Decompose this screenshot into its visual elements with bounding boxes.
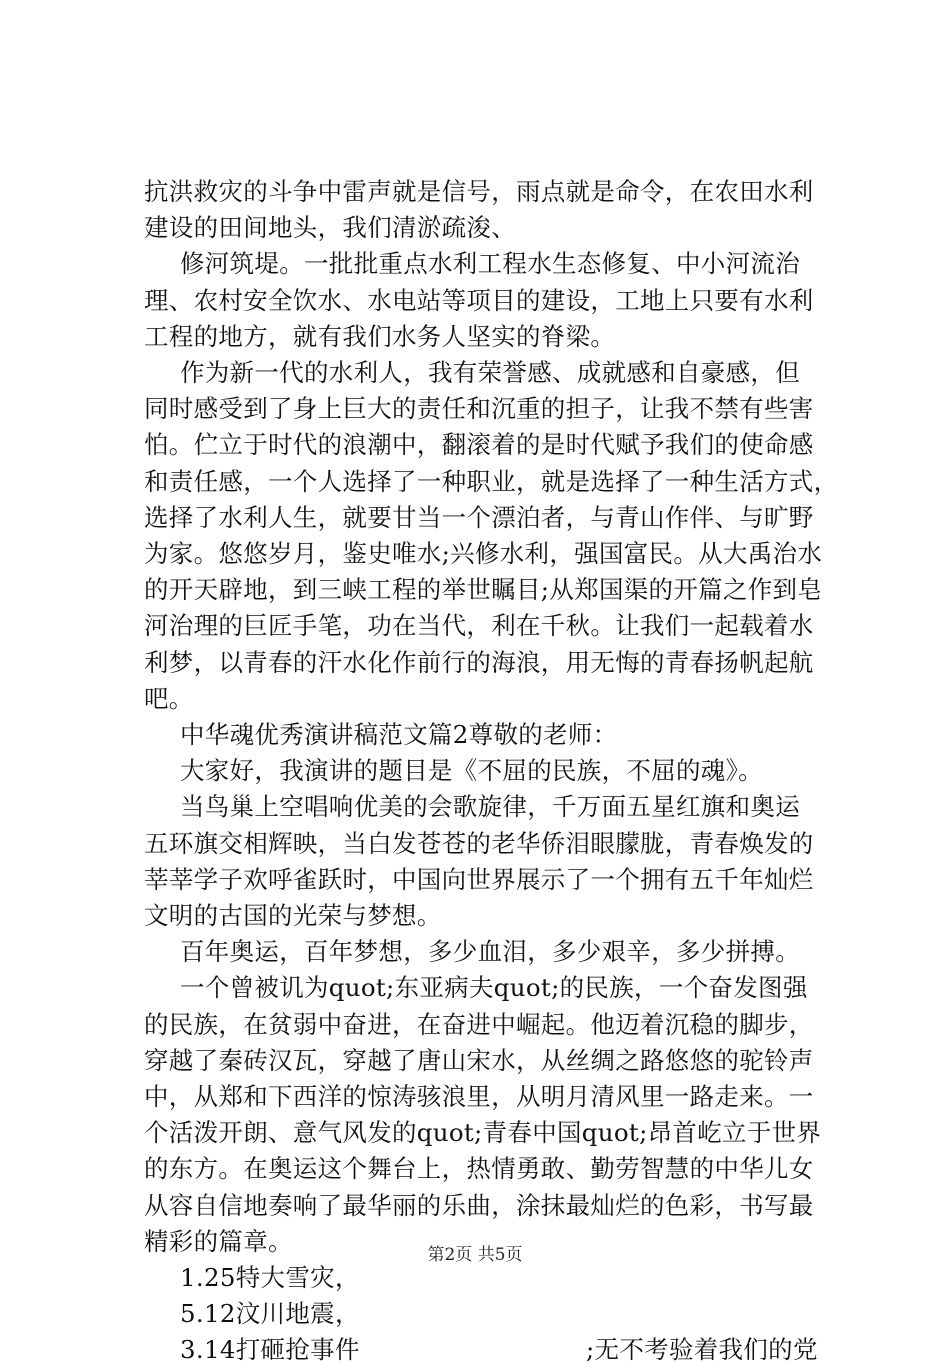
text-line-content: 选择了水利人生，就要甘当一个漂泊者，与青山作伴、与旷野 (144, 502, 814, 532)
text-line-content: 理、农村安全饮水、水电站等项目的建设，工地上只要有水利 (144, 285, 814, 315)
text-line-content: 五环旗交相辉映，当白发苍苍的老华侨泪眼朦胧，青春焕发的 (144, 828, 814, 858)
text-line (180, 971, 808, 1005)
text-line (144, 609, 814, 643)
text-line-content: 的民族，在贫弱中奋进，在奋进中崛起。他迈着沉稳的脚步， (144, 1009, 814, 1039)
text-line-content: 文明的古国的光荣与梦想。 (144, 901, 442, 930)
text-line-content: 为家。悠悠岁月，鉴史唯水;兴修水利，强国富民。从大禹治水 (144, 539, 823, 568)
text-line-content: 的开天辟地，到三峡工程的举世瞩目;从郑国渠的开篇之作到皂 (144, 575, 823, 605)
text-line-content: 修河筑堤。一批批重点水利工程水生态修复、中小河流治 (180, 249, 800, 279)
text-line-content: 中华魂优秀演讲稿范文篇2尊敬的老师： (180, 720, 618, 749)
text-line-content: 工程的地方，就有我们水务人坚实的脊梁。 (144, 321, 616, 351)
text-line-content: 5.12汶川地震， (180, 1299, 360, 1329)
text-line (180, 1261, 360, 1295)
text-line-content: 一个曾被讥为quot;东亚病夫quot;的民族，一个奋发图强 (180, 973, 808, 1003)
text-line (180, 935, 800, 969)
text-line-content: 莘莘学子欢呼雀跃时，中国向世界展示了一个拥有五千年灿烂 (144, 864, 814, 894)
text-line-content: 大家好，我演讲的题目是《不屈的民族，不屈的魂》。 (180, 756, 763, 786)
text-line-content: 穿越了秦砖汉瓦，穿越了唐山宋水，从丝绸之路悠悠的驼铃声 (144, 1045, 814, 1075)
text-line-content: 的东方。在奥运这个舞台上，热情勇敢、勤劳智慧的中华儿女 (144, 1154, 814, 1184)
text-line (144, 211, 516, 245)
text-line-content: 中，从郑和下西洋的惊涛骇浪里，从明月清风里一路走来。一 (144, 1082, 814, 1111)
text-line (180, 754, 763, 788)
text-line (144, 1152, 814, 1186)
text-line (180, 247, 800, 281)
text-line-content: 抗洪救灾的斗争中雷声就是信号，雨点就是命令，在农田水利 (144, 177, 814, 206)
text-line-content: 河治理的巨匠手笔，功在当代，利在千秋。让我们一起载着水 (144, 611, 814, 641)
text-line-content: 1.25特大雪灾， (180, 1263, 360, 1292)
text-line (144, 682, 194, 716)
text-line-content: 从容自信地奏响了最华丽的乐曲，涂抹最灿烂的色彩，书写最 (144, 1190, 814, 1220)
text-line (144, 320, 615, 354)
text-line-content: 精彩的篇章。 (144, 1226, 293, 1256)
text-line-content: 同时感受到了身上巨大的责任和沉重的担子，让我不禁有些害 (144, 394, 814, 424)
text-line (144, 428, 814, 462)
text-line (144, 501, 814, 535)
text-line-content: 和责任感，一个人选择了一种职业，就是选择了一种生活方式， (144, 466, 839, 496)
text-line (144, 899, 442, 933)
text-line (144, 537, 822, 571)
text-line-content: 利梦，以青春的汗水化作前行的海浪，用无悔的青春扬帆起航 (144, 647, 814, 677)
text-line-right-content: ;无不考验着我们的党 (586, 1335, 818, 1365)
text-line (144, 863, 814, 897)
text-line (144, 1116, 821, 1150)
text-line-content: 作为新一代的水利人，我有荣誉感、成就感和自豪感，但 (180, 358, 800, 387)
text-line (180, 1297, 360, 1331)
page-footer: 第2页 共5页 (427, 1245, 523, 1265)
text-line (180, 1333, 818, 1367)
text-line-content: 个活泼开朗、意气风发的quot;青春中国quot;昂首屹立于世界 (144, 1118, 822, 1148)
text-line (144, 465, 838, 499)
text-line (144, 573, 822, 607)
text-line-content: 3.14打砸抢事件 (180, 1335, 360, 1365)
text-line (144, 827, 814, 861)
text-line (180, 718, 618, 752)
text-line (144, 1189, 814, 1223)
text-line-content: 当鸟巢上空唱响优美的会歌旋律，千万面五星红旗和奥运 (180, 792, 800, 822)
text-line (180, 356, 800, 390)
text-line (144, 646, 814, 680)
text-line (180, 790, 800, 824)
text-line-content: 建设的田间地头，我们清淤疏浚、 (144, 213, 516, 243)
text-line (144, 1080, 814, 1114)
text-line-content: 吧。 (144, 683, 194, 713)
text-line-content: 百年奥运，百年梦想，多少血泪，多少艰辛，多少拼搏。 (180, 937, 800, 967)
text-line (144, 392, 814, 426)
text-line (144, 1044, 814, 1078)
text-line (144, 284, 814, 318)
text-line-content: 怕。伫立于时代的浪潮中，翻滚着的是时代赋予我们的使命感 (144, 430, 814, 460)
text-line (144, 1008, 814, 1042)
text-line (144, 175, 814, 209)
